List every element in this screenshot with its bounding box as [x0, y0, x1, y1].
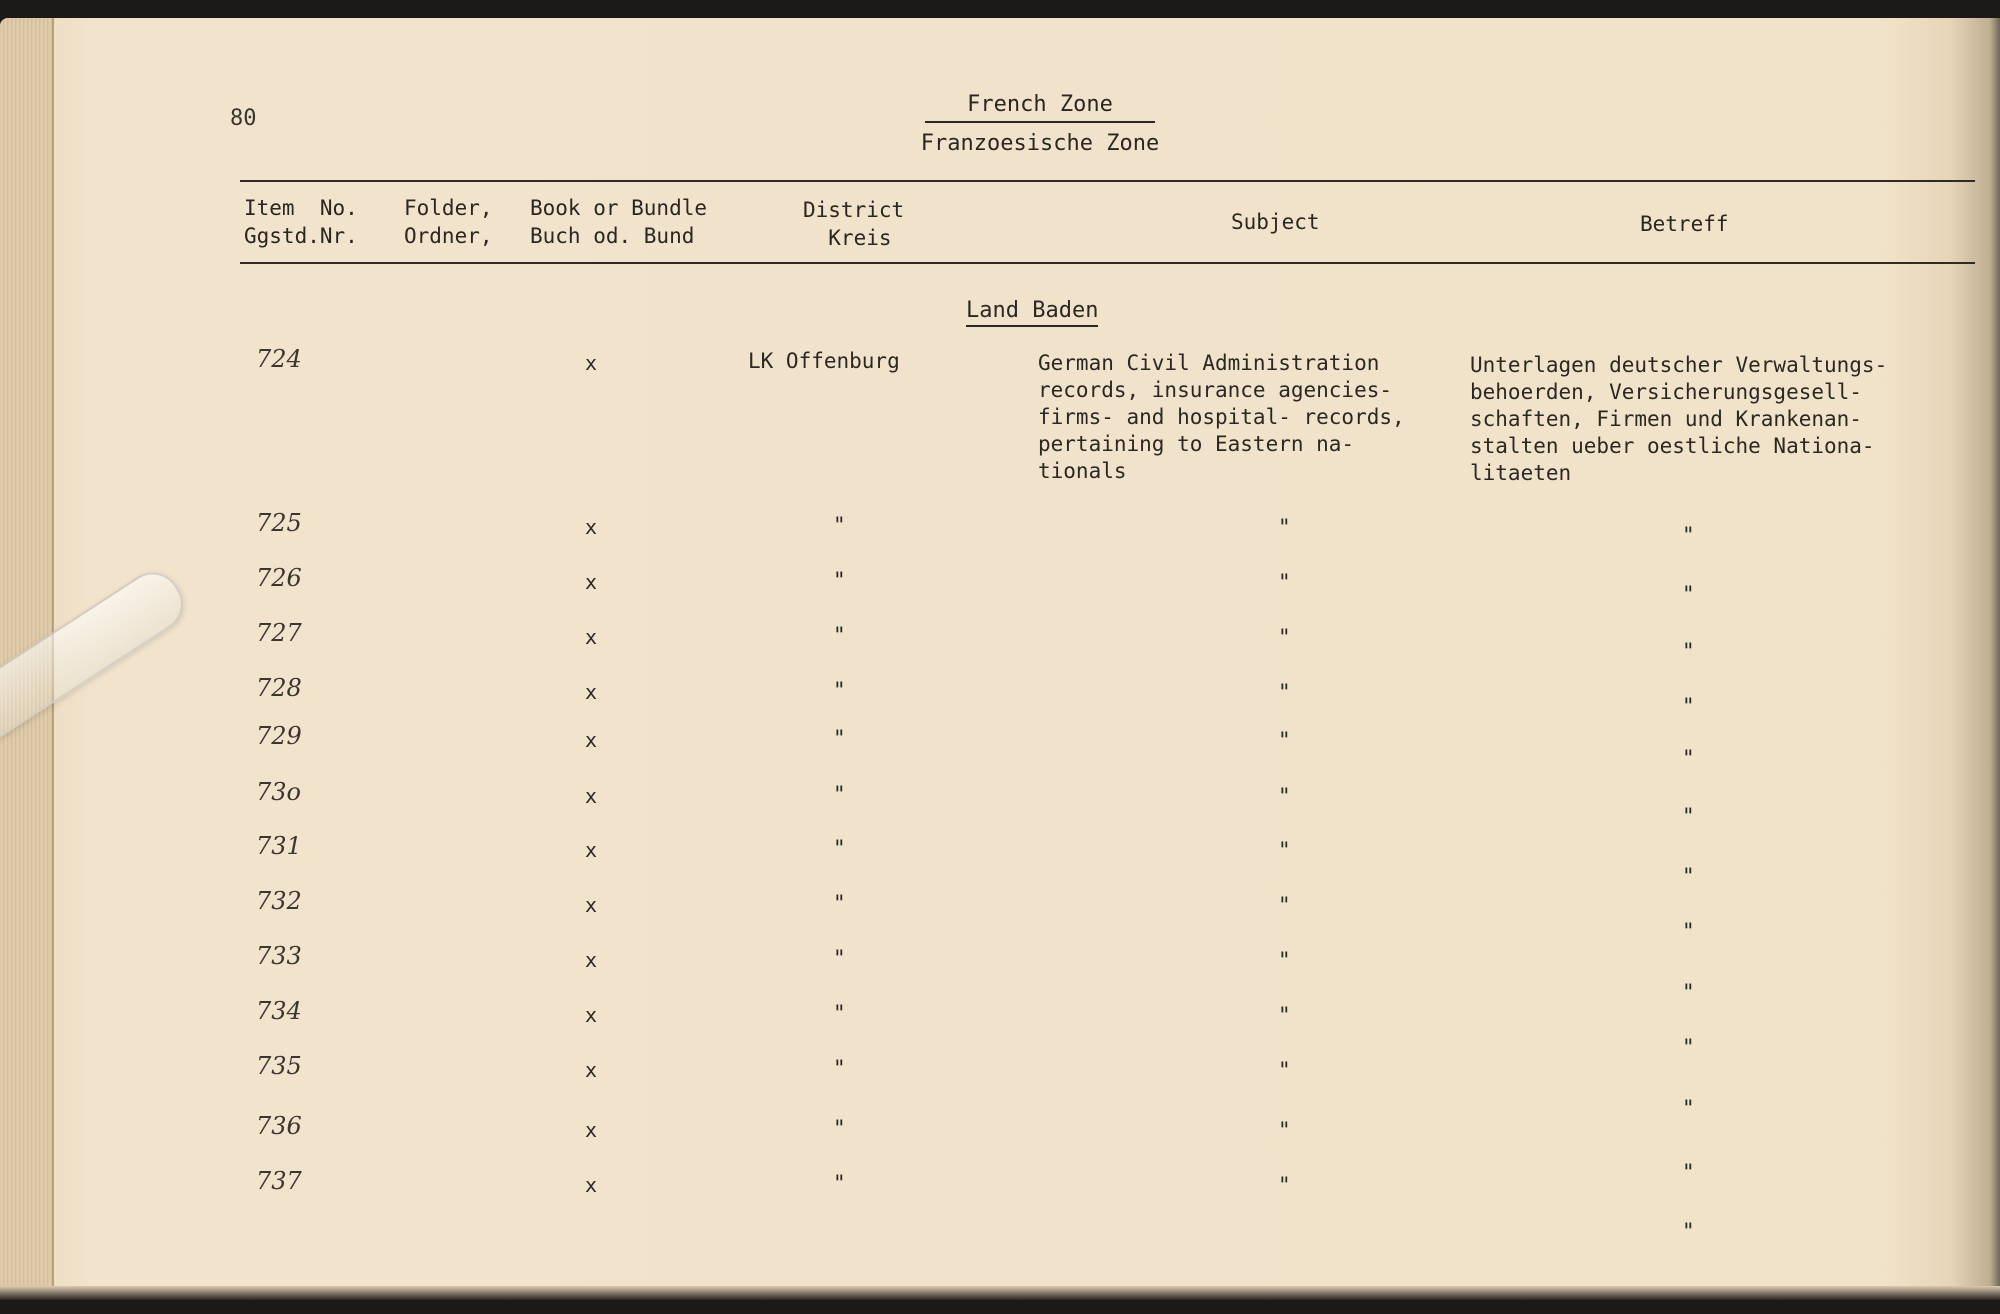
district-cell: LK Offenburg [748, 349, 900, 373]
betreff-cell: " [1682, 864, 1695, 888]
betreff-cell: " [1682, 582, 1695, 606]
subject-cell: " [1278, 1003, 1291, 1027]
district-cell: " [833, 1056, 846, 1080]
betreff-cell: " [1682, 1219, 1695, 1243]
district-cell: " [833, 891, 846, 915]
district-cell: " [833, 726, 846, 750]
betreff-cell: " [1682, 804, 1695, 828]
item-number: 725 [256, 509, 302, 537]
subject-cell: " [1278, 948, 1291, 972]
subject-cell: " [1278, 515, 1291, 539]
item-number: 73o [256, 778, 301, 806]
district-cell: " [833, 946, 846, 970]
zone-heading [915, 92, 1165, 156]
betreff-cell: " [1682, 980, 1695, 1004]
book-bundle-mark: x [585, 784, 598, 808]
document-page [0, 18, 2000, 1300]
betreff-cell: " [1682, 639, 1695, 663]
book-bundle-mark: x [585, 625, 598, 649]
subject-cell: " [1278, 1173, 1291, 1197]
header-rule-top [240, 180, 1975, 182]
district-cell: " [833, 623, 846, 647]
book-bundle-mark: x [585, 728, 598, 752]
betreff-cell: " [1682, 523, 1695, 547]
column-header-subject: Subject [1231, 210, 1320, 234]
subject-cell: " [1278, 680, 1291, 704]
subject-cell: " [1278, 1058, 1291, 1082]
subject-cell: " [1278, 1118, 1291, 1142]
district-cell: " [833, 1001, 846, 1025]
column-header-district: District Kreis [803, 198, 905, 250]
zone-title-german: Franzoesische Zone [920, 131, 1160, 156]
section-title: Land Baden [966, 298, 1098, 327]
item-number: 726 [256, 564, 302, 592]
book-bundle-mark: x [585, 351, 598, 375]
page-number: 80 [230, 106, 257, 131]
column-header-betreff: Betreff [1640, 212, 1729, 236]
item-number: 736 [256, 1112, 302, 1140]
subject-cell: " [1278, 838, 1291, 862]
subject-cell: German Civil Administration records, insurance agencies- firms- and hospital- records, pertaining to Eastern na- tionals [1038, 351, 1405, 483]
book-bundle-mark: x [585, 1118, 598, 1142]
column-header-item: Item No. Ggstd.Nr. [244, 196, 358, 248]
betreff-cell: " [1682, 1035, 1695, 1059]
item-number: 727 [256, 619, 302, 647]
item-number: 732 [256, 887, 302, 915]
district-cell: " [833, 1116, 846, 1140]
betreff-cell: " [1682, 1160, 1695, 1184]
book-bundle-mark: x [585, 680, 598, 704]
book-bundle-mark: x [585, 838, 598, 862]
book-bundle-mark: x [585, 1003, 598, 1027]
subject-cell: " [1278, 784, 1291, 808]
district-cell: " [833, 836, 846, 860]
district-cell: " [833, 1171, 846, 1195]
item-number: 729 [256, 722, 302, 750]
book-bundle-mark: x [585, 948, 598, 972]
subject-cell: " [1278, 728, 1291, 752]
betreff-cell: " [1682, 1096, 1695, 1120]
betreff-cell: " [1682, 746, 1695, 770]
district-cell: " [833, 678, 846, 702]
book-bundle-mark: x [585, 1173, 598, 1197]
book-bundle-mark: x [585, 570, 598, 594]
item-number: 728 [256, 674, 302, 702]
column-header-book: Book or Bundle Buch od. Bund [530, 196, 708, 248]
item-number: 731 [256, 832, 302, 860]
book-bundle-mark: x [585, 1058, 598, 1082]
item-number: 735 [256, 1052, 302, 1080]
book-bundle-mark: x [585, 515, 598, 539]
item-number: 737 [256, 1167, 302, 1195]
betreff-cell: " [1682, 919, 1695, 943]
zone-title-english: French Zone [925, 92, 1155, 123]
subject-cell: " [1278, 893, 1291, 917]
betreff-cell: " [1682, 694, 1695, 718]
header-rule-bottom [240, 262, 1975, 264]
district-cell: " [833, 568, 846, 592]
item-number: 733 [256, 942, 302, 970]
item-number: 724 [256, 345, 302, 373]
page-bottom-edge [0, 1286, 2000, 1300]
column-header-folder: Folder, Ordner, [404, 196, 493, 248]
subject-cell: " [1278, 625, 1291, 649]
item-number: 734 [256, 997, 302, 1025]
subject-cell: " [1278, 570, 1291, 594]
book-bundle-mark: x [585, 893, 598, 917]
district-cell: " [833, 513, 846, 537]
district-cell: " [833, 782, 846, 806]
betreff-cell: Unterlagen deutscher Verwaltungs- behoerden, Versicherungsgesell- schaften, Firmen und Krankenan- stalten ueber oestliche Nationa- litaeten [1470, 353, 1888, 485]
